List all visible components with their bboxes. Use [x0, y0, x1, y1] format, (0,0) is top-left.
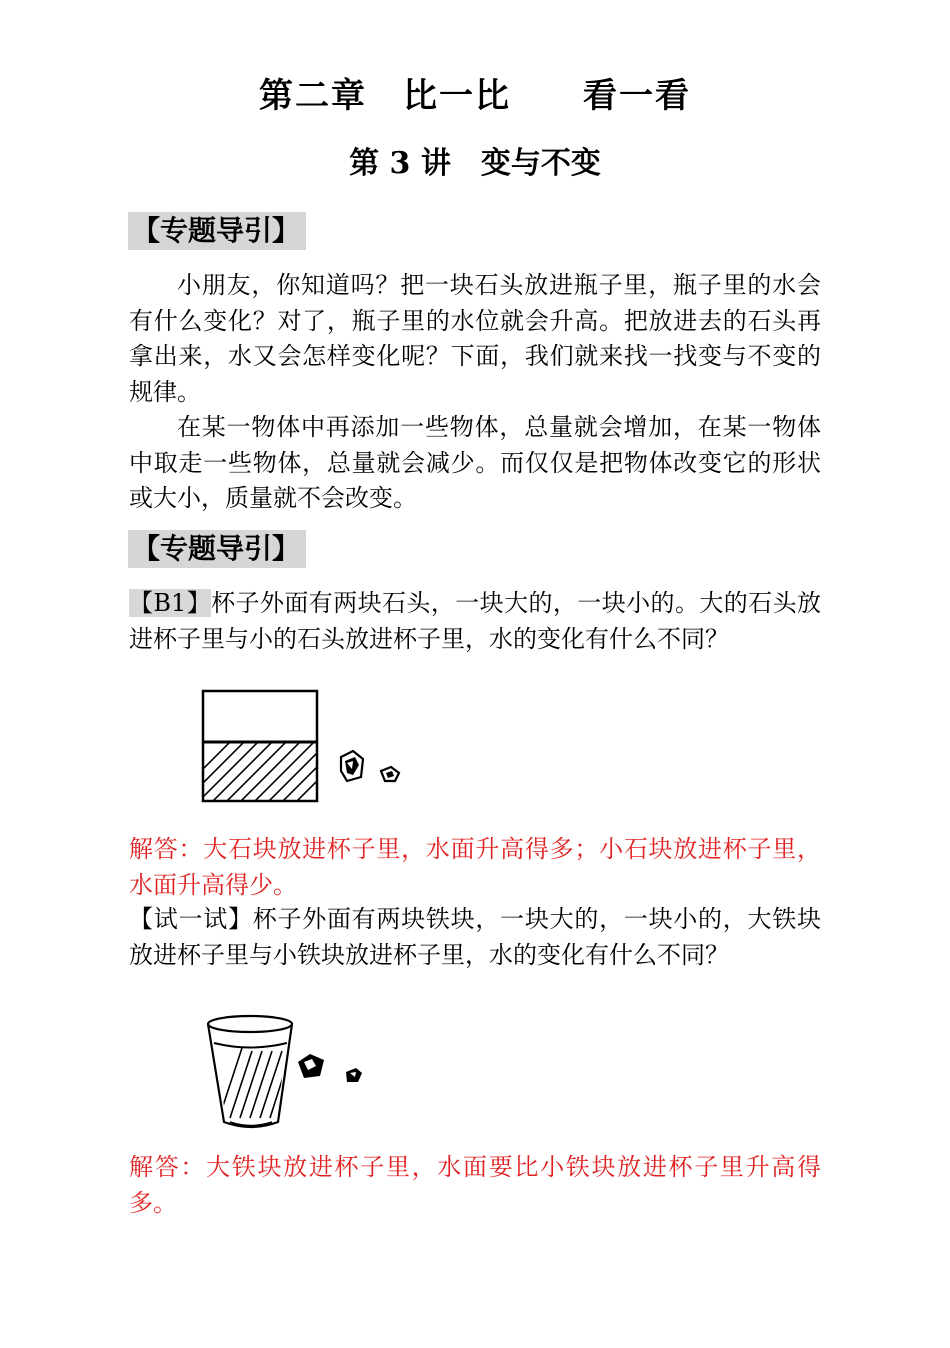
lecture-title: 第 3 讲 变与不变 — [349, 146, 601, 181]
example-question-text: 杯子外面有两块石头，一块大的，一块小的。大的石头放进杯子里与小的石头放进杯子里，水的变化有什么不同？ — [129, 589, 821, 653]
glass-rim — [208, 1016, 292, 1032]
example-b1-question — [129, 586, 821, 657]
intro-paragraph-1: 小朋友，你知道吗？把一块石头放进瓶子里，瓶子里的水会有什么变化？对了，瓶子里的水位就会升高。把放进去的石头再拿出来，水又会怎样变化呢？下面，我们就来找一找变与不变的规律。 — [129, 271, 821, 406]
section-heading-intro: 【专题导引】 — [128, 212, 306, 250]
large-stone-icon — [341, 751, 363, 781]
small-iron-block-icon — [346, 1068, 362, 1082]
example-tag: 【B1】 — [129, 589, 212, 617]
tank-with-stones-figure — [195, 685, 415, 810]
glass-with-iron-blocks-figure — [200, 1010, 370, 1135]
example-b1-answer: 解答：大石块放进杯子里，水面升高得多；小石块放进杯子里，水面升高得少。 — [129, 835, 821, 899]
try-it-tag: 【试一试】 — [129, 905, 253, 933]
section-heading-examples: 【专题导引】 — [128, 530, 306, 568]
large-iron-block-icon — [298, 1054, 324, 1078]
glass-outline — [208, 1024, 292, 1127]
small-stone-icon — [381, 767, 399, 781]
chapter-title: 第二章 比一比 看一看 — [259, 76, 691, 116]
try-it-answer: 解答：大铁块放进杯子里，水面要比小铁块放进杯子里升高得多。 — [129, 1153, 821, 1217]
try-it-question-text: 杯子外面有两块铁块，一块大的，一块小的，大铁块放进杯子里与小铁块放进杯子里，水的变化有什么不同？ — [129, 905, 822, 969]
intro-paragraph-2: 在某一物体中再添加一些物体，总量就会增加，在某一物体中取走一些物体，总量就会减少。而仅仅是把物体改变它的形状或大小，质量就不会改变。 — [129, 413, 821, 512]
try-it-question — [129, 902, 821, 973]
glass-water-line — [214, 1043, 287, 1048]
water-hatching — [195, 735, 363, 805]
